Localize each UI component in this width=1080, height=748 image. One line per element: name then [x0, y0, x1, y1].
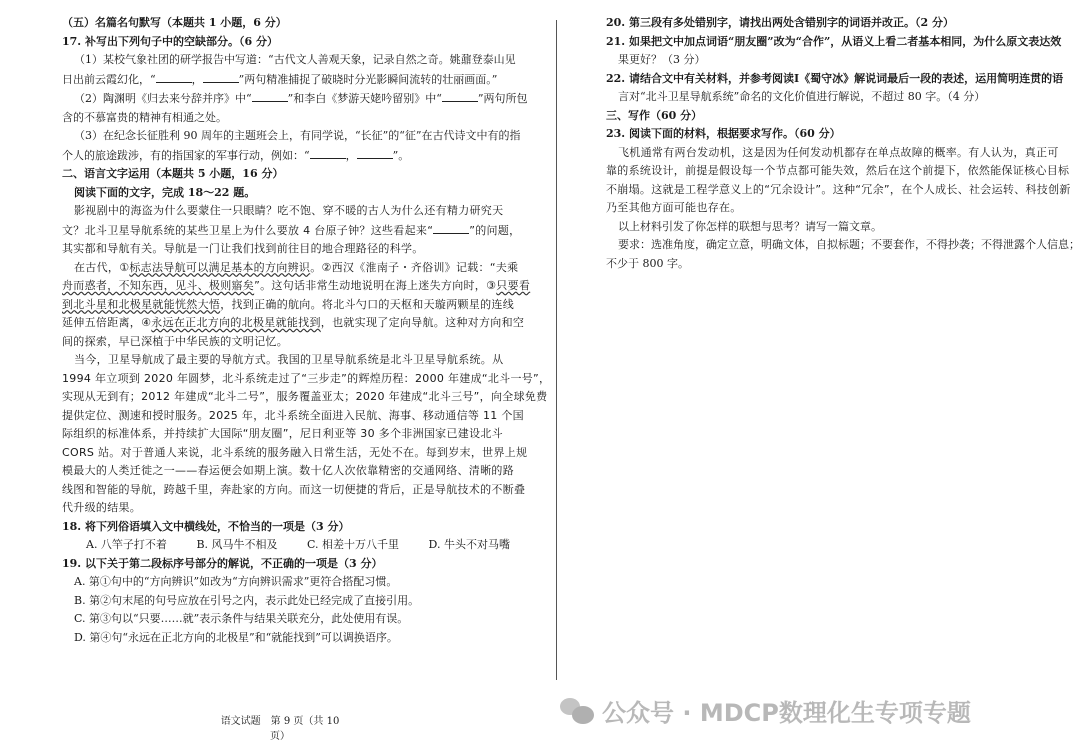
q18-option-c: C. 相差十万八千里	[307, 538, 400, 551]
q23-title: 23. 阅读下面的材料，根据要求写作。（60 分）	[606, 127, 841, 140]
q17-2-line-a: （2）陶渊明《归去来兮辞并序》中“ ”和李白《梦游天姥吟留别》中“ ”两句所包	[62, 89, 502, 109]
section5-heading: （五）名篇名句默写（本题共 1 小题，6 分）	[62, 16, 287, 29]
passage-p2-e: 间的探索，早已深植于中华民族的文明记忆。	[62, 334, 288, 348]
q17-2-line-b: 含的不慕富贵的精神有相通之处。	[62, 110, 227, 124]
passage-p1-a: 影视剧中的海盗为什么要蒙住一只眼睛？吃不饱、穿不暖的古人为什么还有精力研究天	[74, 204, 504, 217]
q17-title: 17. 补写出下列句子中的空缺部分。（6 分）	[62, 34, 278, 48]
passage-p2-b: 舟而惑者，不知东西，见斗、极则寤矣”。这句话非常生动地说明在海上迷失方向时，③只要看	[62, 279, 531, 292]
requirements-line-b: 不少于 800 字。	[606, 256, 689, 270]
right-column	[606, 14, 1080, 273]
q18-option-b: B. 风马牛不相及	[196, 538, 278, 551]
reading-intro: 阅读下面的文字，完成 18～22 题。	[74, 185, 256, 199]
passage-p3-h: 线图和智能的导航，跨越千里，奔赴家的方向。而这一切便捷的背后，正是导航技术的不断叠	[62, 482, 526, 496]
q19-option-b: B. 第②句末尾的句号应放在引号之内，表示此处已经完成了直接引用。	[74, 593, 420, 607]
answer-blank	[252, 89, 288, 102]
answer-blank	[433, 221, 469, 234]
q18-options	[62, 536, 510, 555]
passage-p3-i: 代升级的结果。	[62, 501, 142, 514]
q22-line-a: 22. 请结合文中有关材料，并参考阅读Ⅰ《蜀守冰》解说词最后一段的表述，运用简明连贯的语	[606, 71, 1064, 85]
material-line-c: 不崩塌。这就是工程学意义上的“冗余设计”。这种“冗余”，在个人成长、社会运转、科技创新	[606, 182, 1071, 196]
watermark-text: 公众号 · MDCP数理化生专项专题	[602, 698, 971, 727]
q18-option-a: A. 八竿子打不着	[86, 538, 167, 551]
q17-3-line-b: 个人的旅途跋涉，有的指国家的军事行动，例如：“ ， ”。	[62, 146, 502, 166]
passage-p3-e: 际组织的标准体系，并持续扩大国际“朋友圈”，尼日利亚等 30 多个非洲国家已建设北斗	[62, 427, 503, 440]
passage-p2-a: 在古代，①标志法导航可以满足基本的方向辨识。②西汉《淮南子・齐俗训》记载：“夫乘	[74, 260, 519, 274]
q22-line-b: 言对“北斗卫星导航系统”命名的文化价值进行解说，不超过 80 字。（4 分）	[618, 90, 986, 103]
watermark	[560, 690, 971, 730]
passage-p2-d: 延伸五倍距离，④永远在正北方向的北极星就能找到，也就实现了定向导航。这种对方向和空	[62, 316, 525, 329]
passage-p1-b: 文？北斗卫星导航系统的某些卫星上为什么要放 4 台原子钟？这些看起来“ ”的问题，	[62, 221, 502, 241]
material-line-b: 靠的系统设计，前提是假设每一个节点都可能失效，然后在这个前提下，依然能保证核心目标	[606, 164, 1070, 177]
section2-heading: 二、语言文字运用（本题共 5 小题，16 分）	[62, 167, 284, 180]
left-column	[62, 14, 551, 647]
answer-blank	[357, 146, 393, 159]
passage-p3-f: CORS 站。对于普通人来说，北斗系统的服务融入日常生活，无处不在。每到岁末，世界上规	[62, 445, 528, 459]
answer-blank	[442, 89, 478, 102]
requirements-line-a: 要求：选准角度，确定立意，明确文体，自拟标题；不要套作，不得抄袭；不得泄露个人信息；	[618, 238, 1080, 251]
page-footer: 语文试题 第 9 页（共 10 页）	[220, 716, 340, 742]
q17-1-line-b: 日出前云霞幻化，“ ， ”两句精准捕捉了破晓时分光影瞬间流转的壮丽画面。”	[62, 70, 502, 90]
answer-blank	[156, 70, 192, 83]
q18-option-d: D. 牛头不对马嘴	[428, 538, 510, 551]
section3-heading: 三、写作（60 分）	[606, 108, 703, 122]
q18-title: 18. 将下列俗语填入文中横线处，不恰当的一项是（3 分）	[62, 519, 350, 533]
writing-prompt: 以上材料引发了你怎样的联想与思考？请写一篇文章。	[618, 219, 882, 233]
passage-p2-c: 到北斗星和北极星就能恍然大悟，找到正确的航向。将北斗勺口的天枢和天璇两颗星的连线	[62, 297, 515, 311]
passage-p3-g: 模最大的人类迁徙之一——春运便会如期上演。数十亿人次依靠精密的交通网络、清晰的路	[62, 464, 514, 477]
q17-3-line-a: （3）在纪念长征胜利 90 周年的主题班会上，有同学说，“长征”的“征”在古代诗文中有的指	[74, 129, 521, 142]
q21-line-b: 果更好？（3 分）	[618, 53, 706, 66]
q21-line-a: 21. 如果把文中加点词语“朋友圈”改为“合作”，从语义上看二者基本相同，为什么原文表达效	[606, 34, 1062, 48]
q17-1-line-a: （1）某校气象社团的研学报告中写道：“古代文人善观天象，记录自然之奇。姚鼐登泰山见	[74, 53, 516, 66]
passage-p3-a: 当今，卫星导航成了最主要的导航方式。我国的卫星导航系统是北斗卫星导航系统。从	[74, 353, 504, 366]
wechat-icon	[560, 696, 594, 724]
material-line-a: 飞机通常有两台发动机，这是因为任何发动机都存在单点故障的概率。有人认为，真正可	[618, 145, 1059, 159]
q19-option-a: A. 第①句中的“方向辨识”如改为“方向辨识需求”更符合搭配习惯。	[74, 575, 398, 588]
answer-blank	[203, 70, 239, 83]
q19-title: 19. 以下关于第二段标序号部分的解说，不正确的一项是（3 分）	[62, 556, 383, 570]
q19-option-d: D. 第④句“永远在正北方向的北极星”和“就能找到”可以调换语序。	[74, 630, 398, 644]
passage-p3-d: 提供定位、测速和授时服务。2025 年，北斗系统全面进入民航、海事、移动通信等 11 个国	[62, 408, 524, 422]
passage-p1-c: 其实都和导航有关。导航是一门让我们找到前往目的地合理路径的科学。	[62, 242, 424, 255]
passage-p3-c: 实现从无到有；2012 年建成“北斗二号”，服务覆盖亚太；2020 年建成“北斗三号”，向全球免费	[62, 390, 548, 403]
material-line-d: 乃至其他方面可能也存在。	[606, 201, 742, 214]
passage-p3-b: 1994 年立项到 2020 年圆梦，北斗系统走过了“三步走”的辉煌历程：2000 年建成“北斗一号”，	[62, 371, 551, 385]
column-divider	[556, 20, 557, 680]
q19-option-c: C. 第③句以“只要……就”表示条件与结果关联充分，此处使用有误。	[74, 612, 409, 625]
answer-blank	[310, 146, 346, 159]
q20: 20. 第三段有多处错别字，请找出两处含错别字的词语并改正。（2 分）	[606, 16, 954, 29]
